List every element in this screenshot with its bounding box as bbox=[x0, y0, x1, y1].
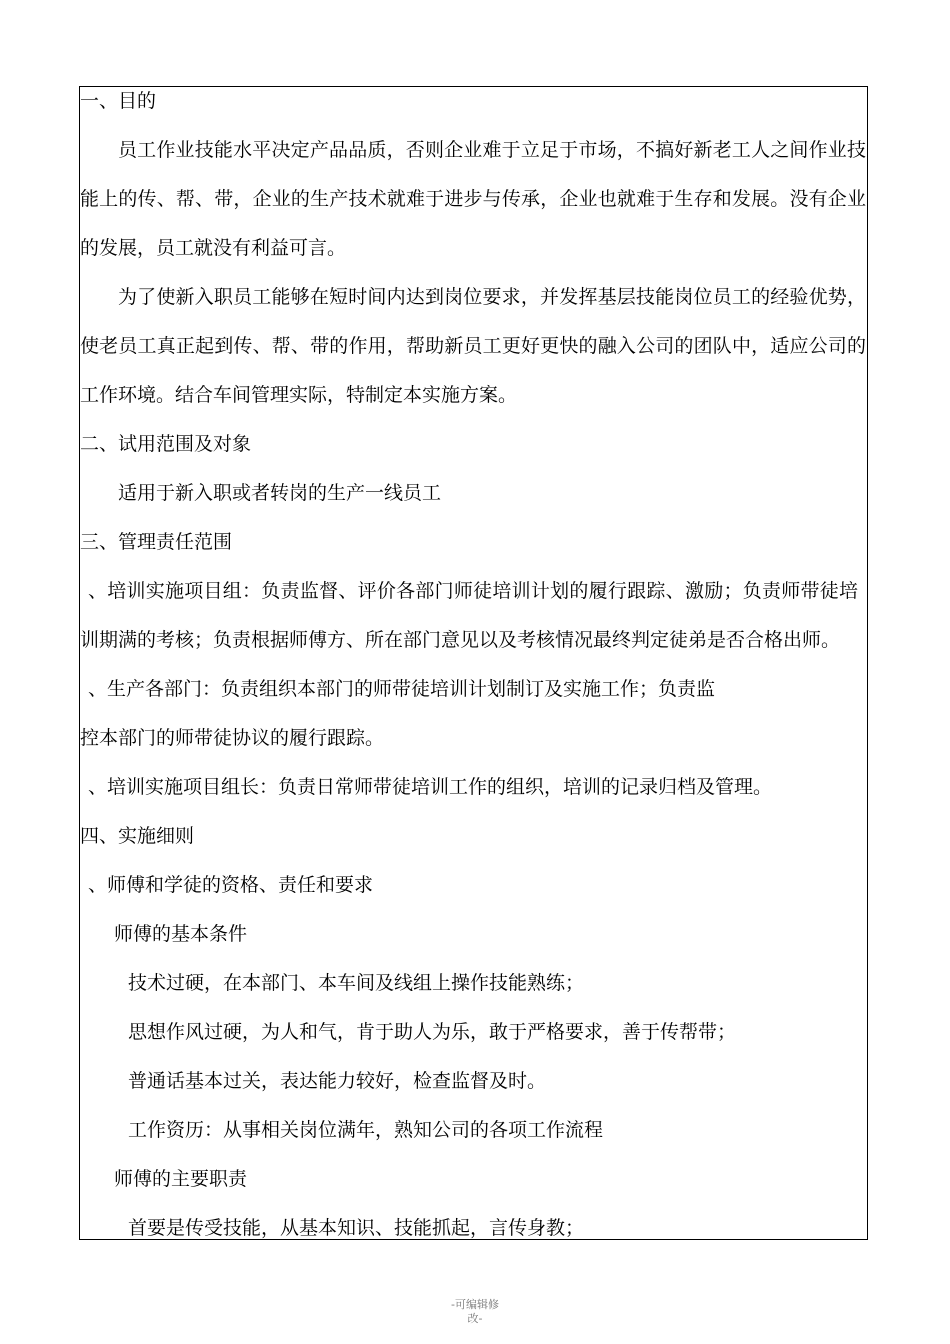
heading-responsibility: 三、管理责任范围 bbox=[80, 531, 233, 553]
paragraph-line: 能上的传、帮、带，企业的生产技术就难于进步与传承，企业也就难于生存和发展。没有企业 bbox=[80, 188, 866, 210]
paragraph-line: 训期满的考核；负责根据师傅方、所在部门意见以及考核情况最终判定徒弟是否合格出师。 bbox=[80, 629, 841, 651]
list-item: 工作资历：从事相关岗位满年，熟知公司的各项工作流程 bbox=[128, 1119, 604, 1141]
list-item: 思想作风过硬，为人和气，肯于助人为乐，敢于严格要求，善于传帮带； bbox=[128, 1021, 737, 1043]
footer-line: -可编辑修 bbox=[451, 1298, 499, 1311]
list-item: 、师傅和学徒的资格、责任和要求 bbox=[88, 874, 374, 896]
heading-scope: 二、试用范围及对象 bbox=[80, 433, 252, 455]
subheading: 师傅的主要职责 bbox=[114, 1168, 248, 1190]
paragraph-line: 的发展，员工就没有利益可言。 bbox=[80, 237, 347, 259]
paragraph-line: 适用于新入职或者转岗的生产一线员工 bbox=[118, 482, 442, 504]
paragraph-line: 工作环境。结合车间管理实际，特制定本实施方案。 bbox=[80, 384, 518, 406]
paragraph-line: 控本部门的师带徒协议的履行跟踪。 bbox=[80, 727, 385, 749]
footer-line: 改- bbox=[467, 1312, 483, 1325]
subheading: 师傅的基本条件 bbox=[114, 923, 248, 945]
paragraph-line: 员工作业技能水平决定产品品质，否则企业难于立足于市场，不搞好新老工人之间作业技 bbox=[118, 139, 866, 161]
list-item: 、培训实施项目组：负责监督、评价各部门师徒培训计划的履行跟踪、激励；负责师带徒培 bbox=[88, 580, 858, 602]
heading-purpose: 一、目的 bbox=[80, 90, 157, 112]
paragraph-line: 为了使新入职员工能够在短时间内达到岗位要求，并发挥基层技能岗位员工的经验优势， bbox=[118, 286, 866, 308]
list-item: 、生产各部门：负责组织本部门的师带徒培训计划制订及实施工作；负责监 bbox=[88, 678, 716, 700]
heading-details: 四、实施细则 bbox=[80, 825, 195, 847]
list-item: 、培训实施项目组长：负责日常师带徒培训工作的组织，培训的记录归档及管理。 bbox=[88, 776, 773, 798]
paragraph-line: 使老员工真正起到传、帮、带的作用，帮助新员工更好更快的融入公司的团队中，适应公司的 bbox=[80, 335, 866, 357]
list-item: 普通话基本过关，表达能力较好，检查监督及时。 bbox=[128, 1070, 547, 1092]
list-item: 技术过硬，在本部门、本车间及线组上操作技能熟练； bbox=[128, 972, 585, 994]
document-frame bbox=[79, 86, 868, 1240]
list-item: 首要是传受技能，从基本知识、技能抓起，言传身教； bbox=[128, 1217, 585, 1239]
